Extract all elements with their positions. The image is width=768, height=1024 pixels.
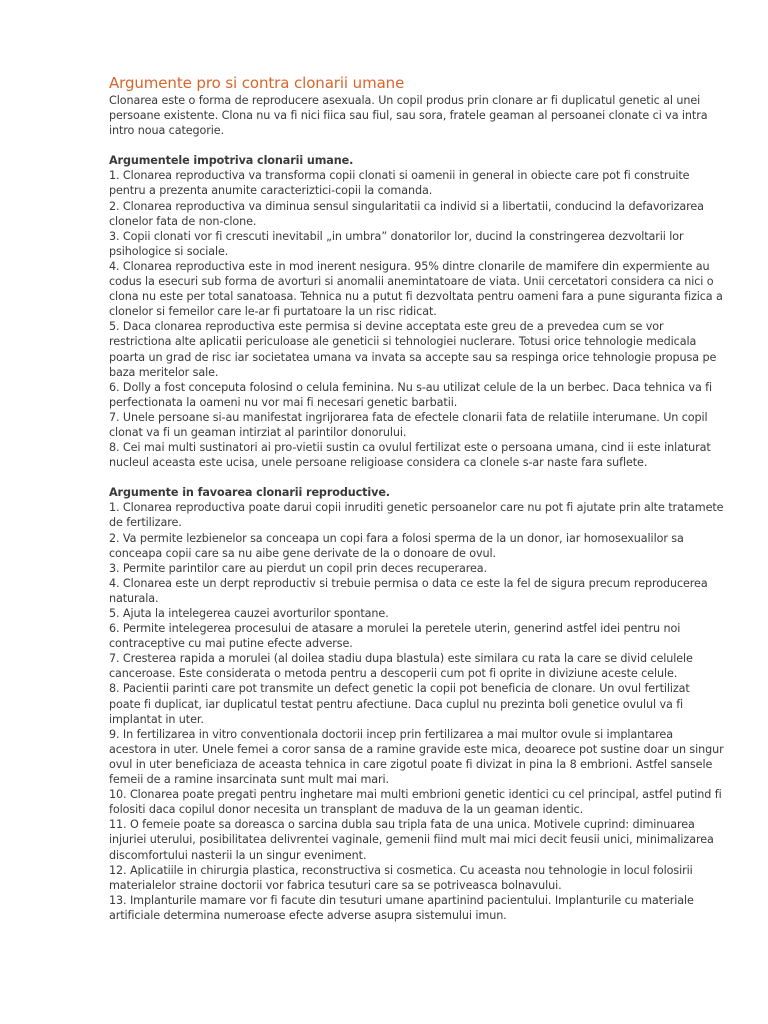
section-for xyxy=(109,485,724,923)
section-heading-against: Argumentele impotriva clonarii umane. xyxy=(109,154,354,168)
list-item: 2. Clonarea reproductiva va diminua sensul singularitatii ca individ si a libertatii, conducind la defavorizarea clonelor fata de non-clone. xyxy=(109,199,704,228)
list-item: 1. Clonarea reproductiva va transforma copii clonati si oamenii in general in obiecte care pot fi construite pentru a prezenta anumite caracteriztici-copii la comanda. xyxy=(109,169,690,198)
list-item: 2. Va permite lezbienelor sa conceapa un copi fara a folosi sperma de la un donor, iar homosexualilor sa conceapa copii care sa nu aibe gene derivate de la o donoare de ovul. xyxy=(109,531,684,560)
list-item: 3. Copii clonati vor fi crescuti inevitabil „in umbra” donatorilor lor, ducind la constringerea dezvoltarii lor psihologice si sociale. xyxy=(109,229,684,258)
section-heading-for: Argumente in favoarea clonarii reproductive. xyxy=(109,486,390,500)
list-item: 6. Permite intelegerea procesului de atasare a morulei la peretele uterin, generind astfel idei pentru noi contraceptive cu mai putine efecte adverse. xyxy=(109,622,681,651)
list-item: 4. Clonarea reproductiva este in mod inerent nesigura. 95% dintre clonarile de mamifere din expermiente au codus la esecuri sub forma de avorturi si anomalii anemintatoare de viata. Unii cercetatori considera ca nici o clona nu este per total sanatoasa. Tehnica nu a putut fi dezvoltata pentru oameni fara a pune siguranta fizica a clonelor si femeilor care le-ar fi purtatoare la un risc ridicat. xyxy=(109,259,723,319)
list-item: 8. Pacientii parinti care pot transmite un defect genetic la copii pot beneficia de clonare. Un ovul fertilizat poate fi duplicat, iar duplicatul testat pentru afectiune. Daca cuplul nu prezinta boli genetice ovulul va fi implantat in uter. xyxy=(109,682,690,726)
list-item: 13. Implanturile mamare vor fi facute din tesuturi umane apartinind pacientului. Implanturile cu materiale artificiale determina numeroase efecte adverse asupra sistemului imun. xyxy=(109,893,694,922)
list-item: 1. Clonarea reproductiva poate darui copii inruditi genetic persoanelor care nu pot fi ajutate prin alte tratamete de fertilizare. xyxy=(109,501,724,530)
list-item: 12. Aplicatiile in chirurgia plastica, reconstructiva si cosmetica. Cu aceasta nou tehnologie in locul folosirii materialelor straine doctorii vor fabrica tesuturi care sa se potriveasca bolnavului. xyxy=(109,863,693,892)
list-item: 7. Unele persoane si-au manifestat ingrijorarea fata de efectele clonarii fata de relatiile interumane. Un copil clonat va fi un geaman intirziat al parintilor donorului. xyxy=(109,410,708,439)
list-item: 7. Cresterea rapida a morulei (al doilea stadiu dupa blastula) este similara cu rata la care se divid celulele canceroase. Este considerata o metoda pentru a descoperii cum pot fi oprite in diviziune aceste celule. xyxy=(109,652,693,681)
section-against xyxy=(109,153,724,470)
document-title: Argumente pro si contra clonarii umane xyxy=(109,74,405,92)
list-item: 3. Permite parintilor care au pierdut un copil prin deces recuperarea. xyxy=(109,561,488,575)
list-item: 11. O femeie poate sa doreasca o sarcina dubla sau tripla fata de una unica. Motivele cuprind: diminuarea injuriei uterului, posibilitatea delivrentei vaginale, gemenii fiind mult mai mici decit feusii unici, minimalizarea discomfortului nasterii la un singur eveniment. xyxy=(109,818,714,862)
list-item: 5. Daca clonarea reproductiva este permisa si devine acceptata este greu de a prevedea cum se vor restrictiona alte aplicatii periculoase ale geneticii si tehnologiei nuclerare. Totusi orice tehnologie medicala poarta un grad de risc iar societatea umana va invata sa accepte sau sa respinga orice tehnologie propusa pe baza meritelor sale. xyxy=(109,320,717,379)
intro-paragraph: Clonarea este o forma de reproducere asexuala. Un copil produs prin clonare ar fi duplicatul genetic al unei persoane existente. Clona nu va fi nici fiica sau fiul, sau sora, fratele geaman al persoanei clonate ci va intra intro noua categorie. xyxy=(109,94,708,138)
list-item: 6. Dolly a fost conceputa folosind o celula feminina. Nu s-au utilizat celule de la un berbec. Daca tehnica va fi perfectionata la oameni nu vor mai fi necesari genetic barbatii. xyxy=(109,380,713,409)
list-item: 5. Ajuta la intelegerea cauzei avorturilor spontane. xyxy=(109,607,389,620)
list-item: 8. Cei mai multi sustinatori ai pro-vietii sustin ca ovulul fertilizat este o persoana umana, cind ii este inlaturat nucleul aceasta este ucisa, unele persoane religioase considera ca clonele s-ar naste fara suflete. xyxy=(109,441,711,470)
list-item: 4. Clonarea este un derpt reproductiv si trebuie permisa o data ce este la fel de sigura precum reproducerea naturala. xyxy=(109,576,708,605)
document-page xyxy=(109,74,724,923)
list-item: 9. In fertilizarea in vitro conventionala doctorii incep prin fertilizarea a mai multor ovule si implantarea acestora in uter. Unele femei a coror sansa de a ramine gravide este mica, deoarece pot sustine doar un singur ovul in uter beneficiaza de aceasta tehnica in care zigotul poate fi divizat in pina la 8 embrioni. Astfel sansele femeii de a ramine insarcinata sunt mult mai mari. xyxy=(109,727,724,787)
list-item: 10. Clonarea poate pregati pentru inghetare mai multi embrioni genetic identici cu cel principal, astfel putind fi folositi daca copilul donor necesita un transplant de maduva de la un geaman identic. xyxy=(109,788,722,817)
